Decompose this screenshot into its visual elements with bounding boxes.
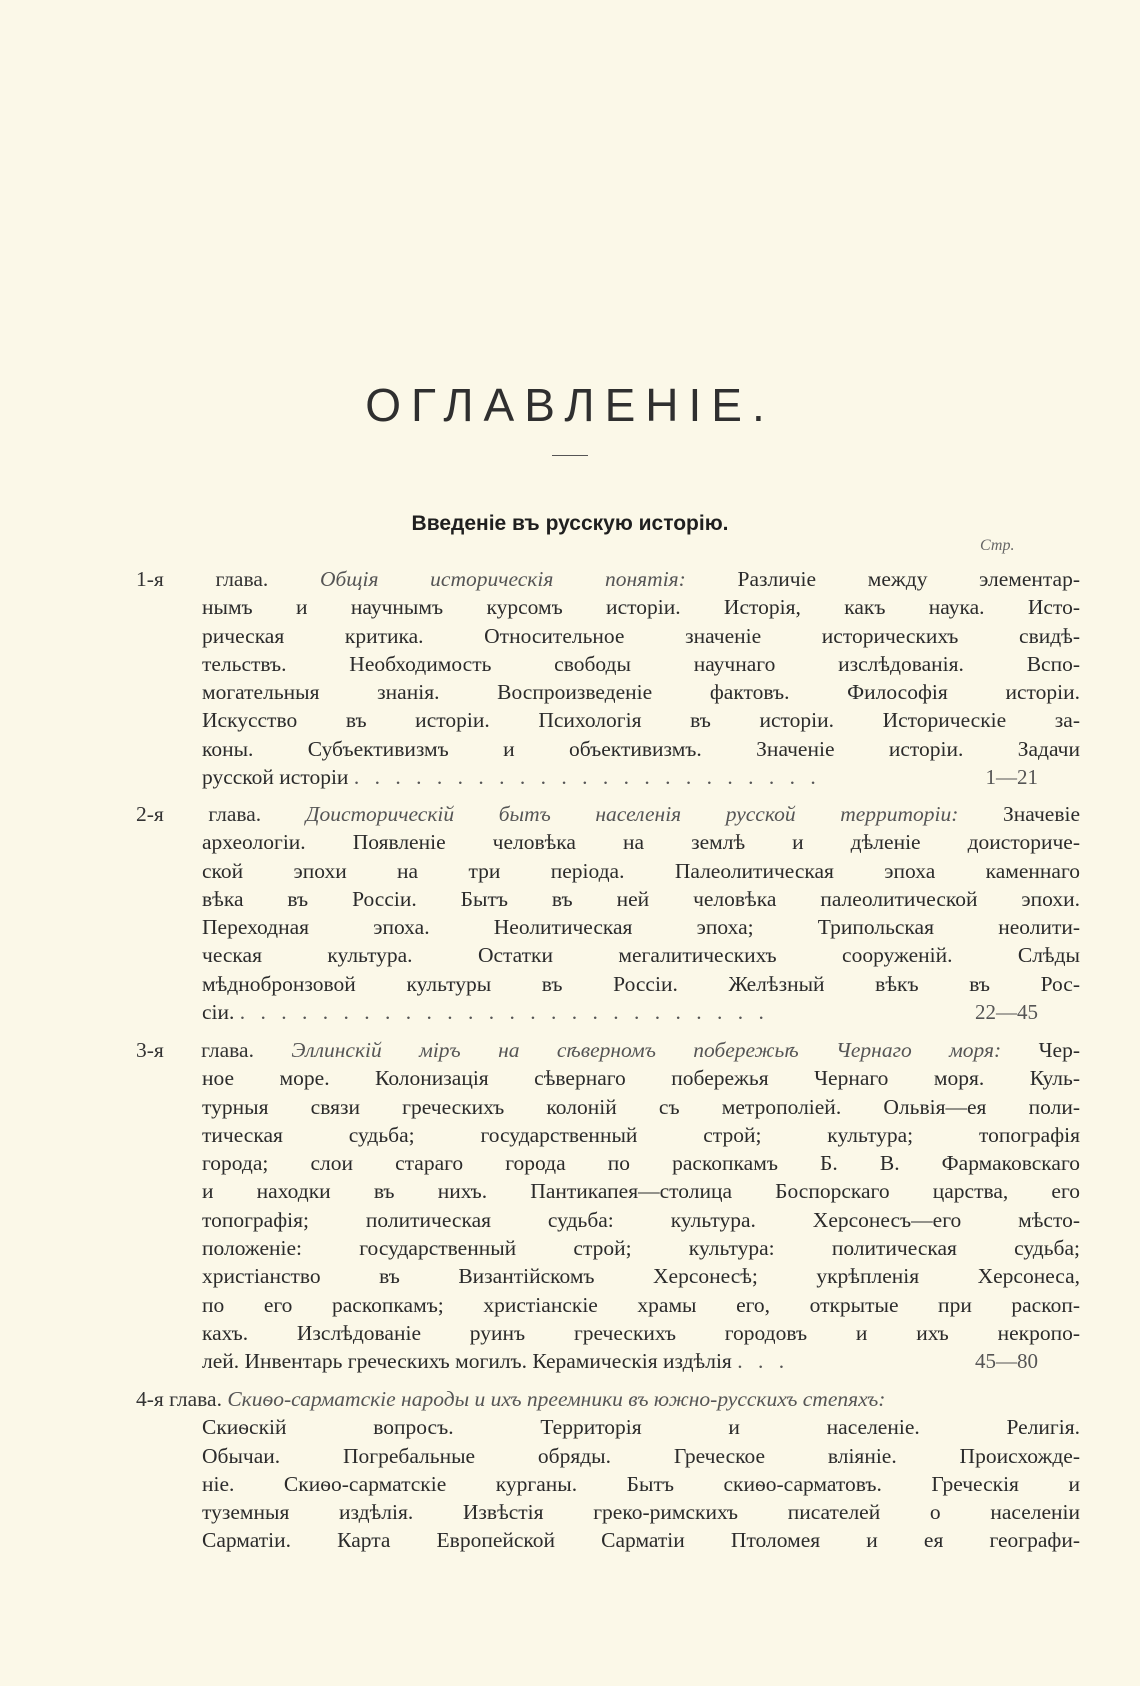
toc-line: [136, 1093, 1080, 1121]
toc-line-text: тельствъ. Необходимость свободы научнаго изслѣдованія. Вспо-: [202, 651, 1080, 676]
toc-line-text: археологіи. Появленіе человѣка на землѣ и дѣленіе доисториче-: [202, 830, 1080, 855]
toc-line-text: ніе. Скиѳо-сарматскіе курганы. Бытъ скиѳо-сарматовъ. Греческія и: [202, 1471, 1080, 1496]
page-range: 45—80: [975, 1349, 1038, 1374]
toc-line-text: Сарматіи. Карта Европейской Сарматіи Птоломея и ея географи-: [202, 1528, 1080, 1553]
toc-line: [136, 706, 1080, 734]
toc-line: [136, 678, 1080, 706]
toc-line: [136, 1319, 1080, 1347]
toc-line-text: и находки въ нихъ. Пантикапея—столица Боспорскаго царства, его: [202, 1179, 1080, 1204]
toc-line-text: ской эпохи на три періода. Палеолитическая эпоха каменнаго: [202, 858, 1080, 883]
toc-line: [136, 857, 1080, 885]
toc-line: [136, 1442, 1080, 1470]
toc-line-text: турныя связи греческихъ колоній съ метрополіей. Ольвія—ея поли-: [202, 1094, 1080, 1119]
toc-line: [136, 1121, 1080, 1149]
chapter-title: Доисторическій бытъ населенія русской территоріи:: [305, 802, 959, 826]
toc-line-text: лей. Инвентарь греческихъ могилъ. Керамическія издѣлія: [202, 1349, 732, 1374]
toc-line-text: Искусство въ исторіи. Психологія въ исторіи. Историческіе за-: [202, 708, 1080, 733]
section-heading: Введеніе въ русскую исторію.: [411, 512, 729, 535]
toc-entry-chapter-2: [136, 800, 1081, 1026]
toc-line-text: сіи.: [202, 1000, 235, 1025]
toc-line: [136, 763, 1038, 791]
toc-line-text: Чер-: [1038, 1038, 1080, 1062]
toc-line-text: Различіе между элементар-: [737, 567, 1081, 591]
title-divider: [552, 455, 588, 456]
toc-line: [136, 998, 1038, 1026]
toc-line-text: тическая судьба; государственный строй; культура; топографія: [202, 1122, 1080, 1147]
toc-line-text: кахъ. Изслѣдованіе руинъ греческихъ городовъ и ихъ некропо-: [202, 1320, 1080, 1345]
chapter-title: Эллинскій міръ на сѣверномъ побережьѣ Чернаго моря:: [291, 1038, 1002, 1062]
chapter-title: Общія историческія понятія:: [319, 567, 686, 591]
page-range: 22—45: [975, 1000, 1038, 1025]
toc-line-text: Скиѳскій вопросъ. Территорія и населеніе. Религія.: [202, 1415, 1080, 1440]
toc-line-text: могательныя знанія. Воспроизведеніе фактовъ. Философія исторіи.: [202, 680, 1080, 705]
toc-line-text: нымъ и научнымъ курсомъ исторіи. Исторія, какъ наука. Исто-: [202, 595, 1080, 620]
toc-line: [136, 1291, 1080, 1319]
toc-line-text: рическая критика. Относительное значеніе историческихъ свидѣ-: [202, 623, 1080, 648]
toc-line: [136, 1470, 1080, 1498]
toc-entry-chapter-3: [136, 1036, 1080, 1376]
toc-line: [136, 828, 1080, 856]
toc-line-text: по его раскопкамъ; христіанскіе храмы его, открытые при раскоп-: [202, 1292, 1080, 1317]
page-range: 1—21: [985, 765, 1038, 790]
chapter-title: Скиѳо-сарматскіе народы и ихъ преемники въ южно-русскихъ степяхъ:: [227, 1387, 886, 1411]
toc-line-text: топографія; политическая судьба: культура. Херсонесъ—его мѣсто-: [202, 1207, 1080, 1232]
toc-line: [136, 1177, 1080, 1205]
toc-line: [136, 1498, 1080, 1526]
toc-entry-chapter-1: [136, 565, 1081, 791]
toc-entry-chapter-4: [136, 1385, 1080, 1555]
toc-line: [136, 941, 1080, 969]
chapter-label: 2-я глава.: [136, 802, 262, 826]
leader-dots: . . .: [737, 1349, 790, 1374]
toc-line: [136, 1234, 1080, 1262]
toc-line: [136, 565, 1081, 593]
toc-line: [136, 1064, 1080, 1092]
toc-line-text: Переходная эпоха. Неолитическая эпоха; Трипольская неолити-: [202, 915, 1080, 940]
toc-line: [136, 1347, 1038, 1375]
toc-line: [136, 1149, 1080, 1177]
toc-line: [136, 885, 1080, 913]
toc-line-text: положеніе: государственный строй; культура: политическая судьба;: [202, 1236, 1080, 1261]
toc-line-text: Обычаи. Погребальные обряды. Греческое вліяніе. Происхожде-: [202, 1443, 1080, 1468]
toc-line: [136, 735, 1080, 763]
page-title: ОГЛАВЛЕНІЕ.: [365, 379, 775, 431]
toc-line: [136, 970, 1080, 998]
toc-line-text: города; слои стараго города по раскопкамъ Б. В. Фармаковскаго: [202, 1151, 1080, 1176]
toc-line: [136, 1385, 1038, 1413]
toc-line-text: туземныя издѣлія. Извѣстія греко-римскихъ писателей о населеніи: [202, 1500, 1080, 1525]
toc-line: [136, 1413, 1080, 1441]
leader-dots: . . . . . . . . . . . . . . . . . . . . . . .: [353, 765, 821, 790]
toc-line: [136, 913, 1080, 941]
toc-line-text: ческая культура. Остатки мегалитическихъ сооруженій. Слѣды: [202, 943, 1080, 968]
toc-line-text: мѣднобронзовой культуры въ Россіи. Желѣзный вѣкъ въ Рос-: [202, 971, 1080, 996]
page-column-label: Стр.: [980, 537, 1015, 554]
toc-line: [136, 800, 1081, 828]
toc-line: [136, 650, 1080, 678]
toc-line: [136, 593, 1080, 621]
toc-line-text: коны. Субъективизмъ и объективизмъ. Значеніе исторіи. Задачи: [202, 736, 1080, 761]
toc-line-text: русской исторіи: [202, 765, 349, 790]
leader-dots: . . . . . . . . . . . . . . . . . . . . . . . . . .: [239, 1000, 769, 1025]
toc-line-text: вѣка въ Россіи. Бытъ въ ней человѣка палеолитической эпохи.: [202, 886, 1080, 911]
toc-line-text: Значевіе: [1003, 802, 1081, 826]
toc-line-text: ное море. Колонизація сѣвернаго побережья Чернаго моря. Куль-: [202, 1066, 1080, 1091]
toc-line: [136, 1206, 1080, 1234]
toc-line: [136, 1526, 1080, 1554]
chapter-label: 4-я глава.: [136, 1387, 222, 1411]
chapter-label: 1-я глава.: [136, 567, 269, 591]
toc-line-text: христіанство въ Византійскомъ Херсонесѣ; укрѣпленія Херсонеса,: [202, 1264, 1080, 1289]
toc-line: [136, 622, 1080, 650]
toc-line: [136, 1036, 1080, 1064]
chapter-label: 3-я глава.: [136, 1038, 254, 1062]
toc-line: [136, 1262, 1080, 1290]
